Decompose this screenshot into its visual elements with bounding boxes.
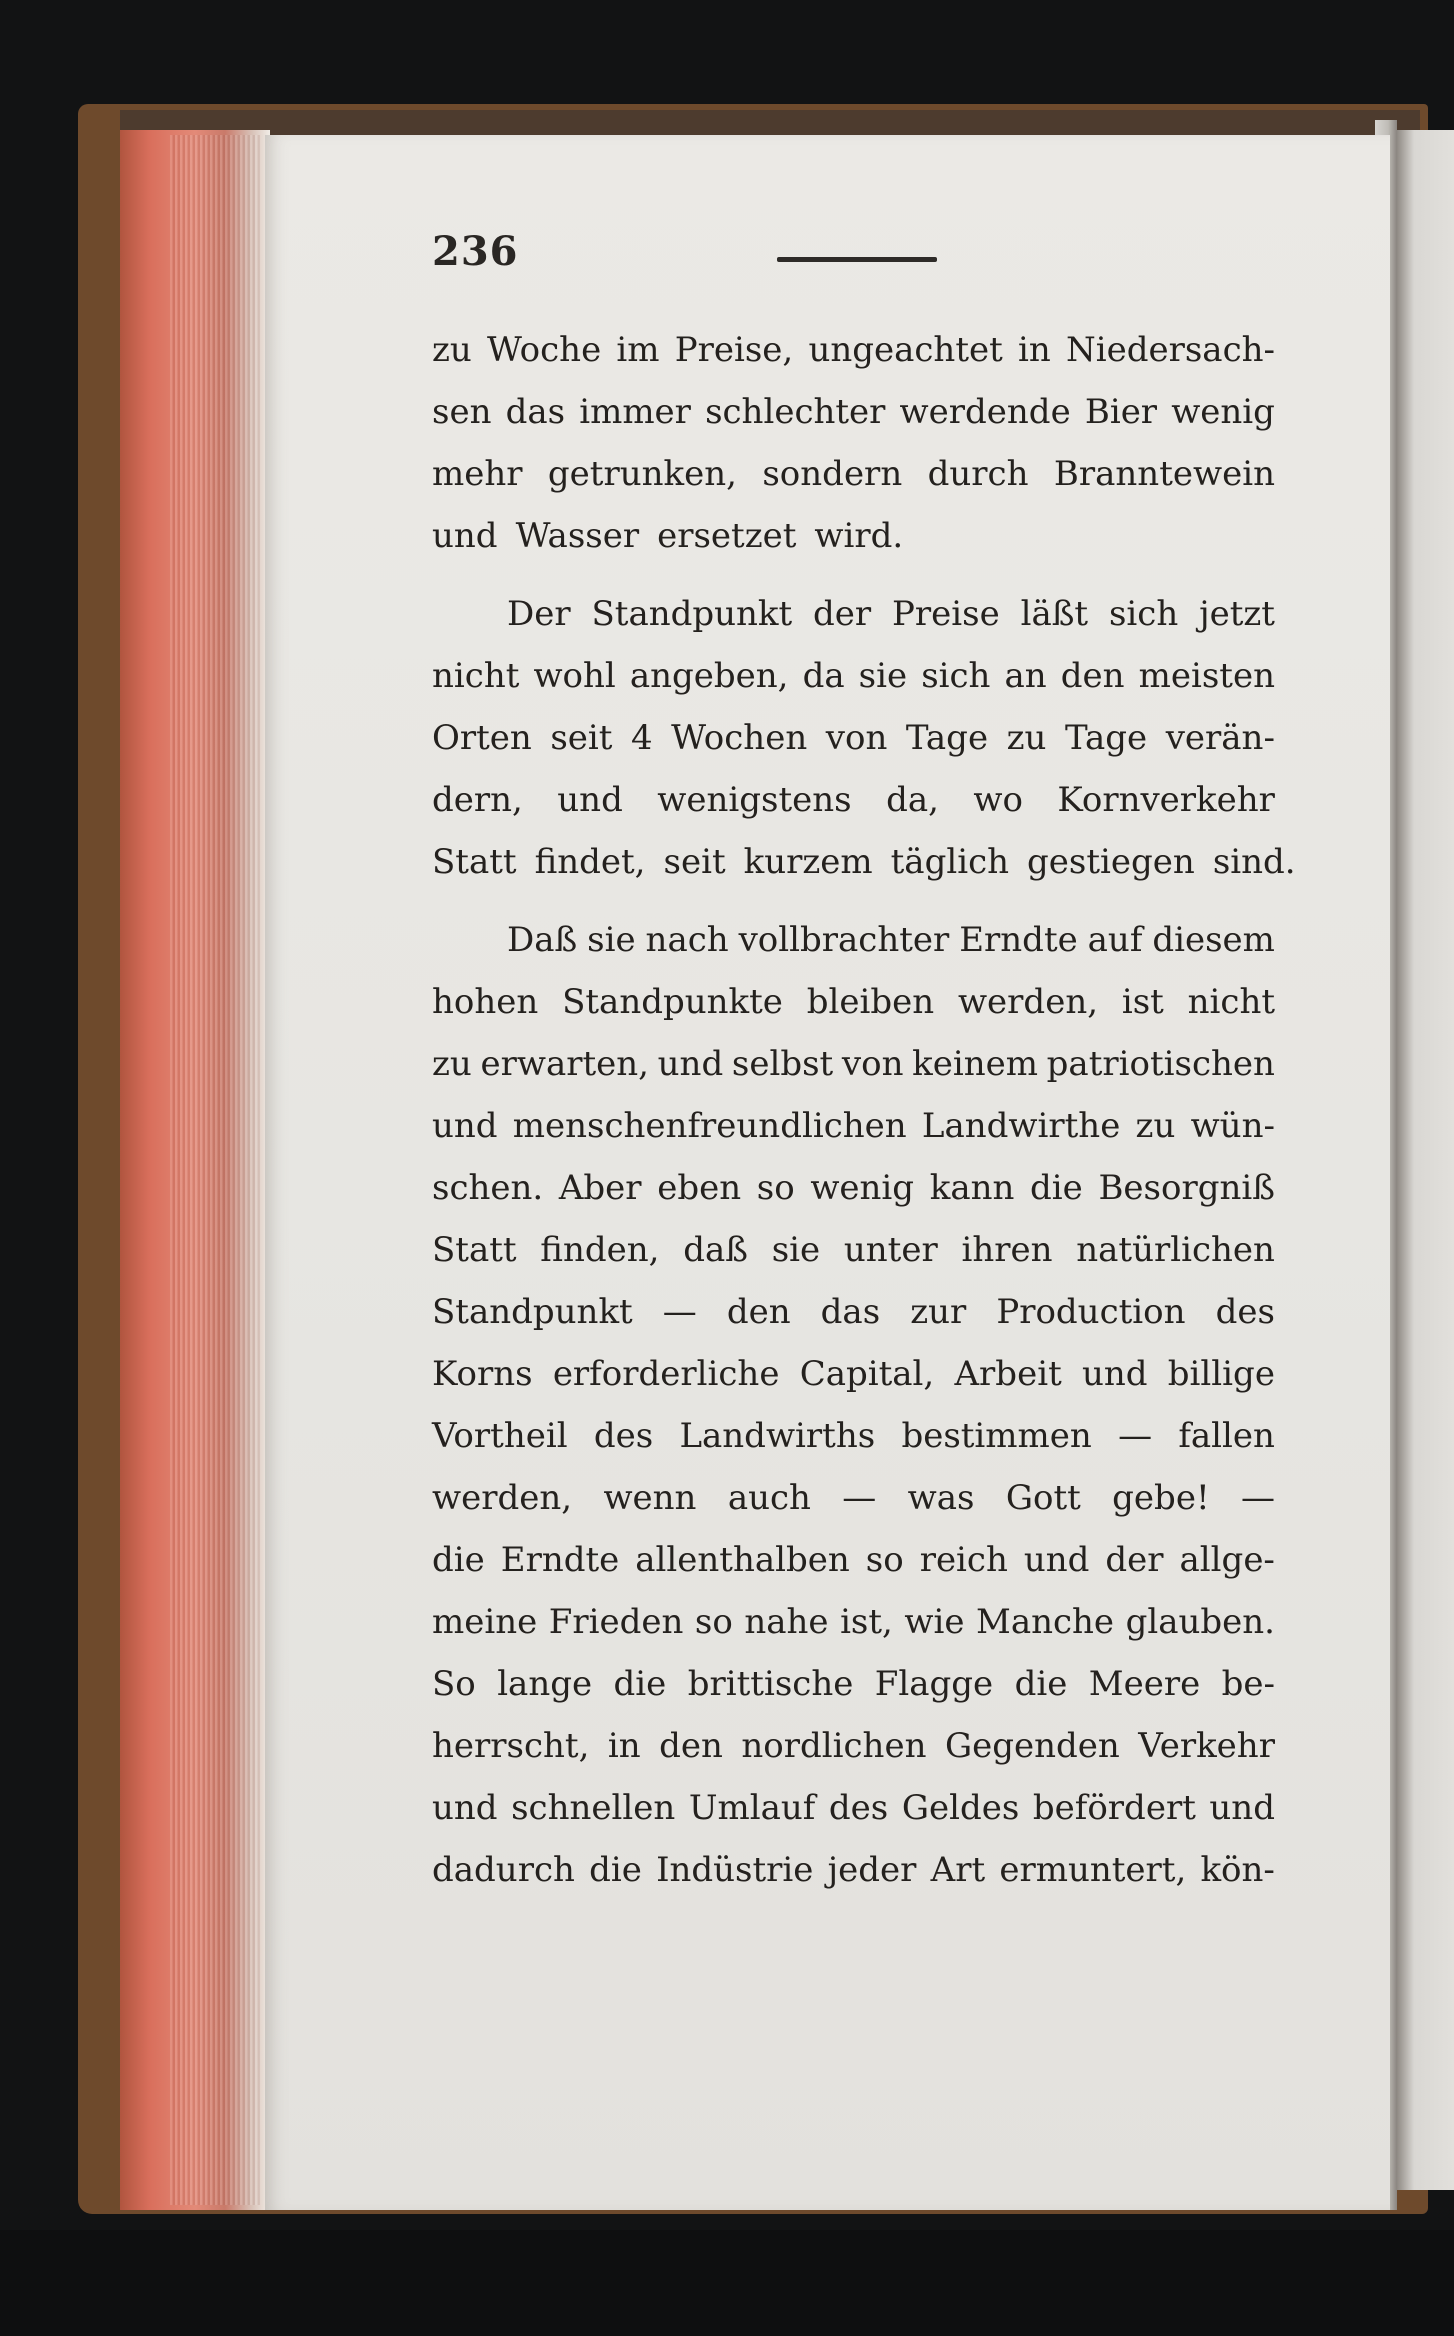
word: patriotischen — [1046, 1044, 1275, 1084]
word: durch — [927, 454, 1029, 494]
text-line — [432, 392, 1275, 454]
text-line — [432, 454, 1275, 516]
paragraph-gap — [432, 578, 1275, 594]
word: seit — [550, 718, 613, 758]
word: den — [659, 1726, 723, 1766]
word: mehr — [432, 454, 523, 494]
word: wenigstens — [657, 780, 852, 820]
word: Statt — [432, 842, 517, 882]
word: findet, — [534, 842, 646, 882]
word: Production — [996, 1292, 1186, 1332]
word: Preise — [892, 594, 1000, 634]
word: ist — [1121, 982, 1164, 1022]
word: Erndte — [959, 920, 1078, 960]
word: wenig — [1171, 392, 1275, 432]
word: von — [841, 1044, 904, 1084]
word: schnellen — [511, 1788, 676, 1828]
word: kurzem — [743, 842, 873, 882]
word: und — [432, 1788, 498, 1828]
word: wo — [973, 780, 1023, 820]
word: an — [1004, 656, 1047, 696]
word: — — [662, 1292, 697, 1332]
word: zu — [432, 1044, 472, 1084]
word: jetzt — [1199, 594, 1275, 634]
page-block-leaves — [170, 135, 260, 2205]
word: brittische — [687, 1664, 854, 1704]
word: und — [432, 516, 498, 556]
word: und — [557, 780, 623, 820]
word: ihren — [961, 1230, 1053, 1270]
word: befördert — [1032, 1788, 1196, 1828]
word: auf — [1087, 920, 1143, 960]
word: allenthalben — [635, 1540, 850, 1580]
word: wird. — [814, 516, 904, 556]
word: reich — [919, 1540, 1008, 1580]
word: gebe! — [1112, 1478, 1210, 1518]
word: das — [505, 392, 566, 432]
header-rule — [777, 257, 937, 262]
word: Gott — [1005, 1478, 1081, 1518]
word: läßt — [1020, 594, 1089, 634]
word: unter — [843, 1230, 938, 1270]
word: jeder — [827, 1850, 917, 1890]
word: Verkehr — [1138, 1726, 1275, 1766]
word: Manche — [976, 1602, 1115, 1642]
text-line — [432, 718, 1275, 780]
word: Der — [507, 594, 571, 634]
text-line — [432, 1850, 1275, 1912]
text-line — [432, 1788, 1275, 1850]
word: und — [1209, 1788, 1275, 1828]
word: daß — [683, 1230, 748, 1270]
word: sie — [771, 1230, 821, 1270]
text-line — [432, 1292, 1275, 1354]
word: schen. — [432, 1168, 544, 1208]
word: zur — [910, 1292, 967, 1332]
text-line — [432, 1106, 1275, 1168]
word: im — [616, 330, 660, 370]
word: ist, — [840, 1602, 893, 1642]
word: in — [607, 1726, 641, 1766]
word: täglich — [890, 842, 1010, 882]
text-line — [432, 1664, 1275, 1726]
word: be- — [1221, 1664, 1275, 1704]
word: glauben. — [1125, 1602, 1275, 1642]
word: sind. — [1212, 842, 1296, 882]
text-line — [432, 656, 1275, 718]
word: Niedersach- — [1065, 330, 1275, 370]
word: das — [820, 1292, 881, 1332]
word: So — [432, 1664, 476, 1704]
text-line — [432, 594, 1275, 656]
word: Standpunkt — [591, 594, 793, 634]
word: in — [1017, 330, 1051, 370]
page-text — [432, 330, 1296, 1912]
word: was — [907, 1478, 975, 1518]
word: Umlauf — [688, 1788, 816, 1828]
facing-page-edge — [1397, 130, 1454, 2190]
word: Besorgniß — [1098, 1168, 1275, 1208]
word: erwarten, — [480, 1044, 649, 1084]
text-line — [432, 1478, 1275, 1540]
word: der — [1105, 1540, 1164, 1580]
word: nach — [645, 920, 729, 960]
word: Landwirths — [679, 1416, 876, 1456]
word: keinem — [912, 1044, 1038, 1084]
word: Aber — [558, 1168, 642, 1208]
word: Art — [930, 1850, 986, 1890]
text-line — [432, 842, 1296, 904]
word: Meere — [1088, 1664, 1201, 1704]
word: finden, — [540, 1230, 660, 1270]
word: wenn — [603, 1478, 697, 1518]
word: sich — [921, 656, 991, 696]
text-line — [432, 516, 1275, 578]
word: die — [613, 1664, 667, 1704]
word: nicht — [1187, 982, 1275, 1022]
word: Erndte — [500, 1540, 620, 1580]
word: die — [1014, 1664, 1068, 1704]
word: meisten — [1138, 656, 1275, 696]
word: von — [825, 718, 888, 758]
word: Flagge — [874, 1664, 994, 1704]
word: sen — [432, 392, 492, 432]
word: Woche — [487, 330, 602, 370]
word: Standpunkt — [432, 1292, 633, 1332]
word: kann — [929, 1168, 1015, 1208]
word: — — [1118, 1416, 1153, 1456]
word: und — [1081, 1354, 1148, 1394]
word: getrunken, — [547, 454, 737, 494]
word: menschenfreundlichen — [512, 1106, 907, 1146]
word: herrscht, — [432, 1726, 590, 1766]
page-header — [432, 228, 1292, 288]
word: des — [593, 1416, 654, 1456]
word: Bier — [1084, 392, 1158, 432]
text-line — [432, 1726, 1275, 1788]
word: Indüstrie — [656, 1850, 814, 1890]
word: wün- — [1190, 1106, 1275, 1146]
word: und — [432, 1106, 498, 1146]
text-line — [432, 1540, 1275, 1602]
word: sie — [587, 920, 636, 960]
word: selbst — [731, 1044, 834, 1084]
word: zu — [432, 330, 472, 370]
word: dadurch — [432, 1850, 575, 1890]
word: erforderliche — [552, 1354, 780, 1394]
word: Orten — [432, 718, 532, 758]
text-line — [432, 330, 1275, 392]
word: meine — [432, 1602, 538, 1642]
text-line — [432, 1044, 1275, 1106]
word: Daß — [507, 920, 578, 960]
word: die — [589, 1850, 642, 1890]
word: da, — [886, 780, 939, 820]
word: fallen — [1178, 1416, 1275, 1456]
word: lange — [497, 1664, 593, 1704]
word: angeben, — [629, 656, 789, 696]
word: nicht — [432, 656, 520, 696]
page-number: 236 — [432, 228, 519, 275]
word: immer — [579, 392, 691, 432]
word: sondern — [762, 454, 903, 494]
paragraph-gap — [432, 904, 1275, 920]
word: Capital, — [799, 1354, 935, 1394]
word: nahe — [744, 1602, 829, 1642]
word: werden, — [432, 1478, 573, 1518]
word: 4 — [630, 718, 653, 758]
word: verän- — [1165, 718, 1275, 758]
word: werdende — [899, 392, 1071, 432]
word: wohl — [533, 656, 616, 696]
word: so — [756, 1168, 795, 1208]
word: eben — [657, 1168, 742, 1208]
text-line — [432, 1168, 1275, 1230]
word: Tage — [1064, 718, 1148, 758]
word: zu — [1006, 718, 1047, 758]
word: allge- — [1179, 1540, 1275, 1580]
word: Vortheil — [432, 1416, 568, 1456]
word: Korns — [432, 1354, 533, 1394]
word: sie — [858, 656, 908, 696]
word: des — [1215, 1292, 1275, 1332]
table-surface — [0, 2230, 1454, 2336]
word: — — [1240, 1478, 1275, 1518]
word: die — [1030, 1168, 1083, 1208]
word: die — [432, 1540, 485, 1580]
word: seit — [663, 842, 726, 882]
word: und — [657, 1044, 724, 1084]
word: schlechter — [705, 392, 886, 432]
word: bestimmen — [901, 1416, 1092, 1456]
word: Kornverkehr — [1057, 780, 1275, 820]
text-line — [432, 1416, 1275, 1478]
word: dern, — [432, 780, 523, 820]
word: des — [828, 1788, 889, 1828]
word: so — [865, 1540, 904, 1580]
text-line — [432, 1354, 1275, 1416]
word: und — [1023, 1540, 1090, 1580]
word: Branntewein — [1053, 454, 1275, 494]
word: den — [1060, 656, 1125, 696]
word: Landwirthe — [921, 1106, 1121, 1146]
word: zu — [1135, 1106, 1176, 1146]
word: Statt — [432, 1230, 517, 1270]
text-line — [432, 920, 1275, 982]
word: Frieden — [548, 1602, 684, 1642]
word: diesem — [1152, 920, 1275, 960]
word: Tage — [905, 718, 989, 758]
word: Arbeit — [954, 1354, 1062, 1394]
word: nordlichen — [741, 1726, 927, 1766]
word: — — [842, 1478, 877, 1518]
word: ermuntert, — [999, 1850, 1187, 1890]
text-line — [432, 1602, 1275, 1664]
word: billige — [1167, 1354, 1275, 1394]
word: Wochen — [671, 718, 808, 758]
word: ungeachtet — [808, 330, 1003, 370]
text-line — [432, 982, 1275, 1044]
word: ersetzet — [657, 516, 797, 556]
word: der — [813, 594, 872, 634]
word: werden, — [957, 982, 1099, 1022]
word: kön- — [1200, 1850, 1275, 1890]
word: wenig — [810, 1168, 915, 1208]
text-line — [432, 1230, 1275, 1292]
word: natürlichen — [1076, 1230, 1275, 1270]
word: hohen — [432, 982, 539, 1022]
word: auch — [727, 1478, 811, 1518]
word: Gegenden — [944, 1726, 1120, 1766]
word: Wasser — [515, 516, 640, 556]
word: gestiegen — [1027, 842, 1195, 882]
word: Preise, — [674, 330, 794, 370]
word: Geldes — [901, 1788, 1020, 1828]
word: bleiben — [806, 982, 935, 1022]
word: sich — [1108, 594, 1179, 634]
word: da — [802, 656, 845, 696]
word: so — [694, 1602, 733, 1642]
word: vollbrachter — [738, 920, 950, 960]
word: den — [726, 1292, 791, 1332]
text-line — [432, 780, 1275, 842]
word: wie — [904, 1602, 965, 1642]
word: Standpunkte — [562, 982, 783, 1022]
